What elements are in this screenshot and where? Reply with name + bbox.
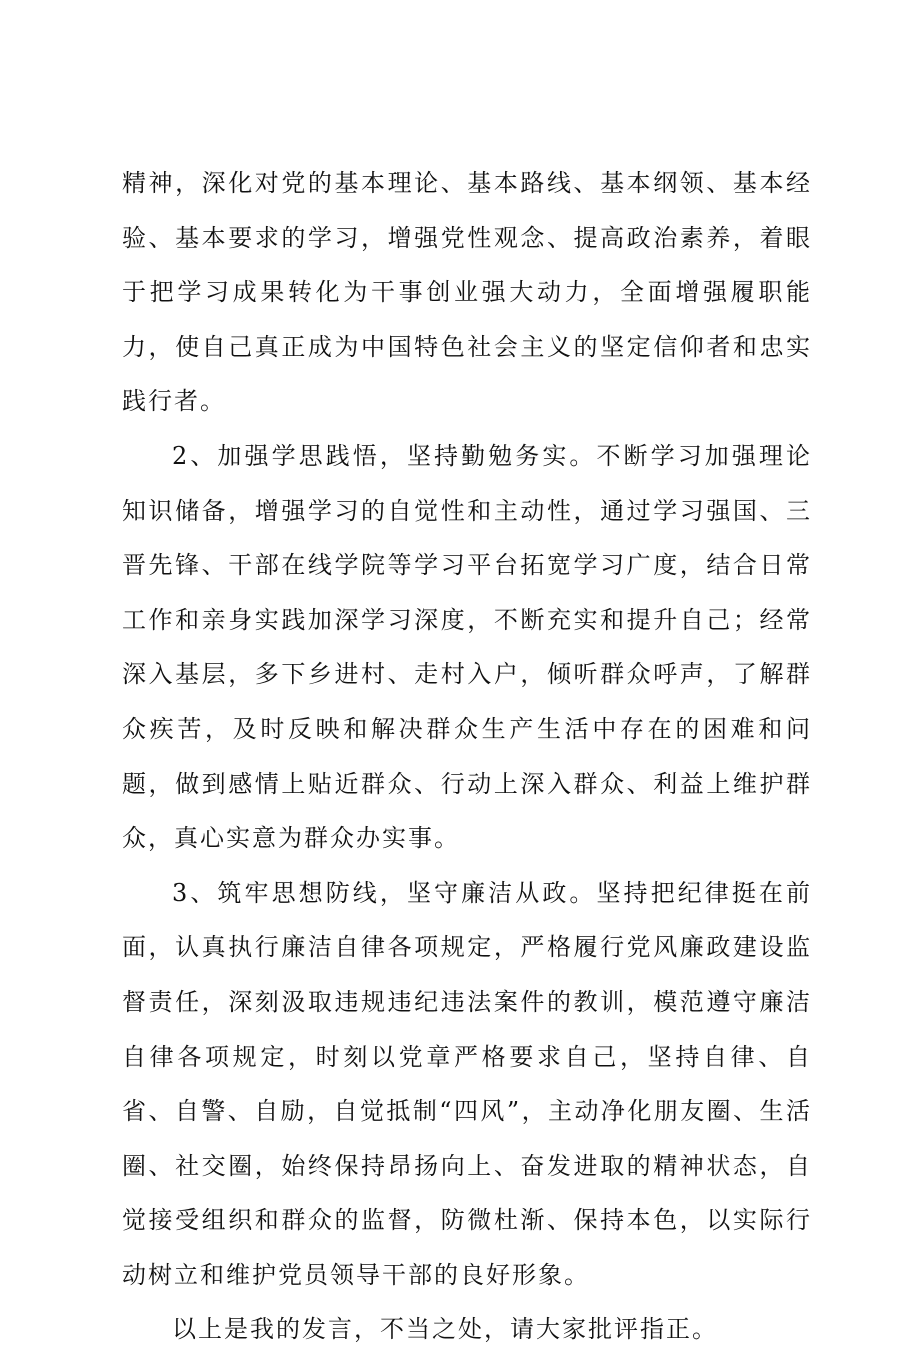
paragraph-item-3: 3、筑牢思想防线，坚守廉洁从政。坚持把纪律挺在前面，认真执行廉洁自律各项规定，严格履行党风廉政建设监督责任，深刻汲取违规违纪违法案件的教训，模范遵守廉洁自律各项规定，时刻以党章严格要求自己，坚持自律、自省、自警、自励，自觉抵制“四风”，主动净化朋友圈、生活圈、社交圈，始终保持昂扬向上、奋发进取的精神状态，自觉接受组织和群众的监督，防微杜渐、保持本色，以实际行动树立和维护党员领导干部的良好形象。 [122,878,812,1289]
paragraph-closing: 以上是我的发言，不当之处，请大家批评指正。 [172,1315,718,1344]
paragraph-item-2: 2、加强学思践悟，坚持勤勉务实。不断学习加强理论知识储备，增强学习的自觉性和主动性，通过学习强国、三晋先锋、干部在线学院等学习平台拓宽学习广度，结合日常工作和亲身实践加深学习深度，不断充实和提升自己；经常深入基层，多下乡进村、走村入户，倾听群众呼声，了解群众疾苦，及时反映和解决群众生产生活中存在的困难和问题，做到感情上贴近群众、行动上深入群众、利益上维护群众，真心实意为群众办实事。 [122,441,812,853]
document-body [122,156,812,1357]
paragraph-continuation: 精神，深化对党的基本理论、基本路线、基本纲领、基本经验、基本要求的学习，增强党性观念、提高政治素养，着眼于把学习成果转化为干事创业强大动力，全面增强履职能力，使自己真正成为中国特色社会主义的坚定信仰者和忠实践行者。 [122,169,812,416]
